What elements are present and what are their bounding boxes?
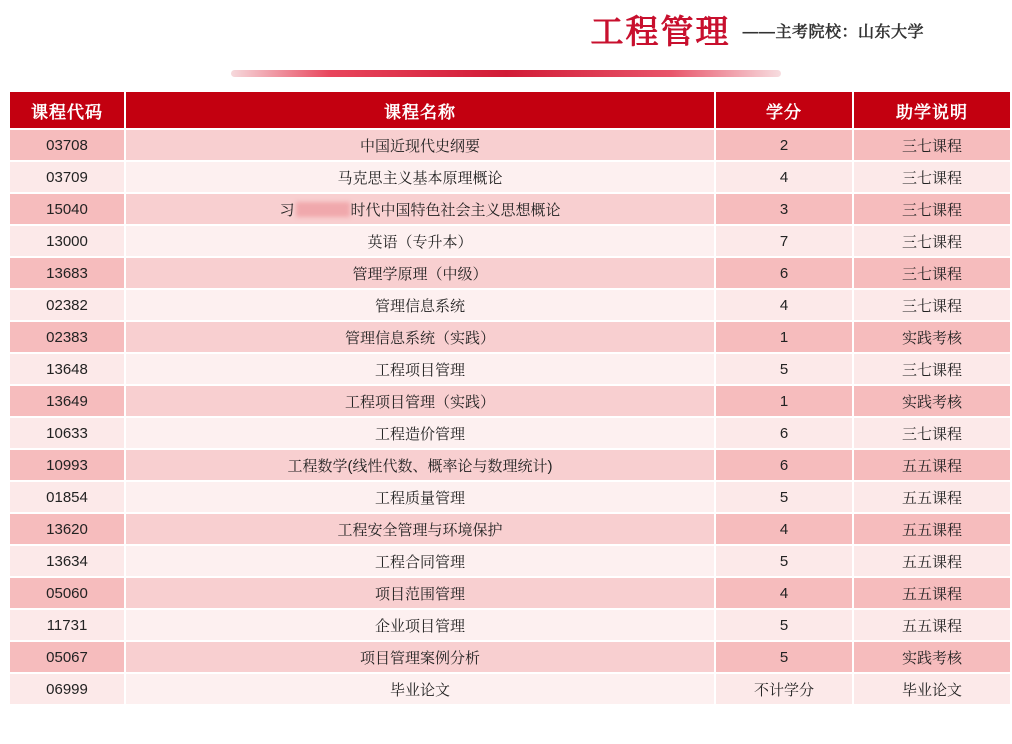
table-header-row: [10, 92, 1010, 128]
cell-course-code: 03709: [10, 162, 124, 192]
divider-bar: [231, 70, 781, 77]
table-row: [10, 322, 1010, 352]
cell-course-name: 企业项目管理: [126, 610, 714, 640]
cell-credit: 5: [716, 482, 852, 512]
cell-course-name: 工程数学(线性代数、概率论与数理统计): [126, 450, 714, 480]
table-row: [10, 226, 1010, 256]
cell-note: 三七课程: [854, 418, 1010, 448]
table-row: [10, 450, 1010, 480]
cell-course-code: 10633: [10, 418, 124, 448]
cell-credit: 6: [716, 450, 852, 480]
table-row: [10, 642, 1010, 672]
cell-course-code: 13620: [10, 514, 124, 544]
cell-note: 三七课程: [854, 162, 1010, 192]
table-row: [10, 194, 1010, 224]
table-row: [10, 514, 1010, 544]
cell-note: 三七课程: [854, 194, 1010, 224]
cell-course-name: 项目管理案例分析: [126, 642, 714, 672]
cell-note: 实践考核: [854, 642, 1010, 672]
cell-course-code: 02383: [10, 322, 124, 352]
table-row: [10, 162, 1010, 192]
cell-credit: 6: [716, 258, 852, 288]
cell-course-code: 13634: [10, 546, 124, 576]
cell-course-name: 工程合同管理: [126, 546, 714, 576]
cell-credit: 5: [716, 546, 852, 576]
cell-course-code: 13648: [10, 354, 124, 384]
cell-note: 三七课程: [854, 226, 1010, 256]
cell-credit: 4: [716, 162, 852, 192]
column-header-name: 课程名称: [126, 92, 714, 128]
cell-course-code: 11731: [10, 610, 124, 640]
cell-note: 五五课程: [854, 610, 1010, 640]
cell-credit: 5: [716, 642, 852, 672]
cell-note: 实践考核: [854, 322, 1010, 352]
table-row: [10, 386, 1010, 416]
cell-course-name: 管理信息系统: [126, 290, 714, 320]
cell-credit: 1: [716, 322, 852, 352]
cell-note: 五五课程: [854, 450, 1010, 480]
table-row: [10, 130, 1010, 160]
table-row: [10, 578, 1010, 608]
cell-course-code: 01854: [10, 482, 124, 512]
cell-credit: 4: [716, 514, 852, 544]
course-table: [8, 90, 1012, 706]
course-name-prefix: 习: [279, 201, 295, 219]
cell-note: 三七课程: [854, 290, 1010, 320]
table-body: [10, 130, 1010, 704]
cell-note: 五五课程: [854, 482, 1010, 512]
table-row: [10, 610, 1010, 640]
cell-credit: 2: [716, 130, 852, 160]
cell-course-name: 中国近现代史纲要: [126, 130, 714, 160]
cell-course-name: 工程质量管理: [126, 482, 714, 512]
cell-credit: 4: [716, 578, 852, 608]
cell-credit: 1: [716, 386, 852, 416]
cell-course-code: 06999: [10, 674, 124, 704]
cell-note: 实践考核: [854, 386, 1010, 416]
cell-note: 五五课程: [854, 578, 1010, 608]
table-row: [10, 674, 1010, 704]
table-row: [10, 482, 1010, 512]
page-header: [0, 0, 1012, 62]
redaction-block: [296, 202, 350, 217]
column-header-note: 助学说明: [854, 92, 1010, 128]
decorative-divider: [0, 62, 1012, 84]
cell-course-name: 项目范围管理: [126, 578, 714, 608]
cell-course-name: 工程造价管理: [126, 418, 714, 448]
cell-course-name: 管理信息系统（实践）: [126, 322, 714, 352]
cell-course-name: 工程项目管理: [126, 354, 714, 384]
cell-course-name: 英语（专升本）: [126, 226, 714, 256]
cell-note: 五五课程: [854, 546, 1010, 576]
course-name-suffix: 时代中国特色社会主义思想概论: [350, 201, 561, 219]
column-header-credit: 学分: [716, 92, 852, 128]
cell-credit: 5: [716, 610, 852, 640]
cell-note: 三七课程: [854, 258, 1010, 288]
cell-credit: 3: [716, 194, 852, 224]
cell-course-code: 05060: [10, 578, 124, 608]
cell-course-name: 毕业论文: [126, 674, 714, 704]
cell-course-name: 工程项目管理（实践）: [126, 386, 714, 416]
table-row: [10, 546, 1010, 576]
table-row: [10, 354, 1010, 384]
cell-course-code: 02382: [10, 290, 124, 320]
cell-credit: 6: [716, 418, 852, 448]
cell-course-code: 10993: [10, 450, 124, 480]
cell-course-code: 13683: [10, 258, 124, 288]
table-row: [10, 258, 1010, 288]
cell-course-code: 13000: [10, 226, 124, 256]
page-subtitle: ——主考院校：山东大学: [742, 23, 924, 41]
cell-course-code: 13649: [10, 386, 124, 416]
cell-note: 毕业论文: [854, 674, 1010, 704]
table-header: [10, 92, 1010, 128]
page-title: 工程管理: [590, 12, 731, 50]
cell-note: 五五课程: [854, 514, 1010, 544]
cell-note: 三七课程: [854, 130, 1010, 160]
cell-credit: 4: [716, 290, 852, 320]
cell-course-code: 05067: [10, 642, 124, 672]
cell-note: 三七课程: [854, 354, 1010, 384]
cell-credit: 7: [716, 226, 852, 256]
column-header-code: 课程代码: [10, 92, 124, 128]
table-row: [10, 290, 1010, 320]
cell-course-code: 03708: [10, 130, 124, 160]
cell-course-name: 马克思主义基本原理概论: [126, 162, 714, 192]
table-row: [10, 418, 1010, 448]
cell-course-name: 工程安全管理与环境保护: [126, 514, 714, 544]
cell-credit: 不计学分: [716, 674, 852, 704]
cell-credit: 5: [716, 354, 852, 384]
cell-course-code: 15040: [10, 194, 124, 224]
cell-course-name: [126, 194, 714, 224]
course-table-container: [0, 84, 1012, 706]
cell-course-name: 管理学原理（中级）: [126, 258, 714, 288]
